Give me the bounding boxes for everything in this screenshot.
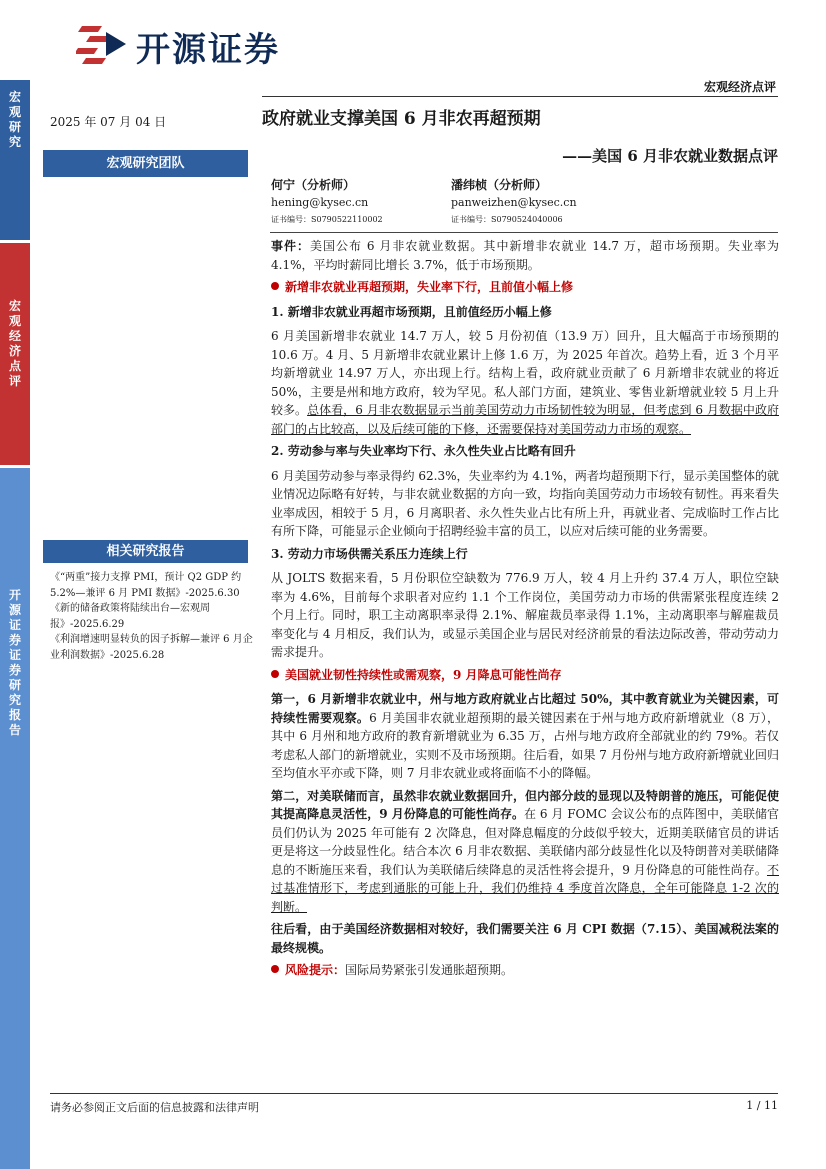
report-date: 2025 年 07 月 04 日: [50, 115, 167, 129]
company-logo-icon: [76, 22, 128, 68]
event-text: 美国公布 6 月非农就业数据。其中新增非农就业 14.7 万，超市场预期。失业率为 4.1%，平均时薪同比增长 3.7%，低于市场预期。: [271, 239, 779, 272]
sidebar-tab-macro-research: 宏观研究: [0, 80, 30, 240]
risk-label: 风险提示：: [285, 963, 346, 977]
body-paragraph: 从 JOLTS 数据来看，5 月份职位空缺数为 776.9 万人，较 4 月上升约 37.4 万人，职位空缺率为 4.6%，目前每个求职者对应约 1.1 个工作岗位，美国劳动力市场的供需紧张程度连续 2 个月上行。同时，职工主动离职率录得 2.1%、解雇裁员率录得 1.1%，主动离职率与解雇裁员率变化与 4 月相反，我们认为，或显示美国企业与居民对经济前景的看法边际改善，带动劳动力需求提升。: [271, 571, 779, 659]
sidebar-tab-report-type: 开源证券 证券研究报告: [0, 468, 30, 1169]
event-label: 事件：: [271, 239, 311, 253]
risk-paragraph: [271, 961, 779, 980]
company-logo-text: 开源证券: [136, 30, 280, 70]
analyst-email[interactable]: panweizhen@kysec.cn: [451, 196, 577, 209]
sidebar-tab-macro-comment: 宏观经济点评: [0, 243, 30, 465]
subsection-heading: 1. 新增非农就业再超市场预期，且前值经历小幅上修: [271, 304, 552, 319]
footer-disclaimer: 请务必参阅正文后面的信息披露和法律声明: [50, 1101, 259, 1114]
body-paragraph: 6 月美国劳动参与率录得约 62.3%，失业率约为 4.1%，两者均超预期下行，显示美国整体的就业情况边际略有好转，与非农就业数据的方向一致，均指向美国劳动力市场较有韧性。再来看失业率成因，相较于 5 月，6 月离职者、永久性失业占比有所上升，再就业者、完成临时工作占比有所下降，可能显示企业倾向于招聘经验丰富的员工，以应对后续可能的业务需要。: [271, 468, 779, 538]
report-subtitle: ——美国 6 月非农就业数据点评: [562, 147, 778, 165]
related-reports-label: 相关研究报告: [43, 540, 248, 563]
body-paragraph: 第二，对美联储而言，虽然非农就业数据回升，但内部分歧的显现以及特朗普的施压，可能促使其提高降息灵活性，9 月份降息的可能性尚存。在 6 月 FOMC 会议公布的点阵图中，美联储官员们仍认为 2025 年可能有 2 次降息，但对降息幅度的分歧似乎较大，近期美联储官员的讲话更是将这一分歧显性化。结合本次 6 月非农数据、美联储内部分歧显性化以及特朗普对美联储降息的不断施压来看，我们认为美联储后续降息的灵活性将会提升，9 月份降息的可能性尚存。不过基准情形下，考虑到通胀的可能上升，我们仍维持 4 季度首次降息，全年可能降息 1-2 次的判断。: [271, 788, 780, 914]
bullet-dot-icon: [271, 965, 279, 973]
analyst-name: 何宁（分析师）: [271, 178, 356, 192]
analyst-card: [271, 177, 383, 228]
analyst-name: 潘纬桢（分析师）: [451, 178, 548, 192]
body-paragraph: 6 月美国新增非农就业 14.7 万人，较 5 月份初值（13.9 万）回升，且大幅高于市场预期的 10.6 万。4 月、5 月新增非农就业累计上修 1.6 万，为 2025 年首次。趋势上看，近 3 个月平均新增就业 14.97 万人，亦出现上行。结构上看，政府就业贡献了 6 月新增非农就业的将近 50%，主要是州和地方政府，较为罕见。私人部门方面，建筑业、零售业新增就业较 5 月上升较多。总体看，6 月非农数据显示当前美国劳动力市场韧性较为明显，但考虑到 6 月数据中政府部门的占比较高，以及后续可能的下修，还需要保持对美国劳动力市场的观察。: [271, 329, 779, 436]
analyst-divider: [270, 232, 778, 233]
bullet-dot-icon: [271, 282, 279, 290]
outlook-paragraph: 往后看，由于美国经济数据相对较好，我们需要关注 6 月 CPI 数据（7.15）、美国减税法案的最终规模。: [271, 922, 779, 955]
analyst-cert: 证书编号：S0790524040006: [451, 215, 563, 224]
related-report-link[interactable]: 《“两重”接力支撑 PMI，预计 Q2 GDP 约 5.2%—兼评 6 月 PMI 数据》-2025.6.30: [50, 572, 242, 599]
risk-text: 国际局势紧张引发通胀超预期。: [345, 963, 514, 977]
subsection-heading: 2. 劳动参与率与失业率均下行、永久性失业占比略有回升: [271, 444, 576, 458]
page-number: 1 / 11: [746, 1099, 778, 1112]
report-title: 政府就业支撑美国 6 月非农再超预期: [262, 109, 541, 129]
bold-lead: 第一，6 月新增非农就业中，州与地方政府就业占比超过 50%，其中教育就业为关键因素，可持续性需要观察。: [271, 692, 779, 725]
report-body: [271, 237, 779, 984]
analyst-cert: 证书编号：S0790522110002: [271, 215, 383, 224]
team-label: 宏观研究团队: [43, 150, 248, 177]
related-report-link[interactable]: 《新的储备政策将陆续出台—宏观周报》-2025.6.29: [50, 603, 210, 630]
event-paragraph: [271, 237, 779, 274]
bold-lead: 第二，对美联储而言，虽然非农就业数据回升，但内部分歧的显现以及特朗普的施压，可能促使其提高降息灵活性，9 月份降息的可能性尚存。: [271, 788, 779, 821]
analyst-card: [451, 177, 577, 228]
header-divider: [262, 96, 778, 97]
analyst-email[interactable]: hening@kysec.cn: [271, 196, 369, 209]
underlined-conclusion: 总体看，6 月非农数据显示当前美国劳动力市场韧性较为明显，但考虑到 6 月数据中政府部门的占比较高，以及后续可能的下修，还需要保持对美国劳动力市场的观察。: [271, 403, 779, 436]
body-paragraph: 第一，6 月新增非农就业中，州与地方政府就业占比超过 50%，其中教育就业为关键因素，可持续性需要观察。6 月美国非农就业超预期的最关键因素在于州与地方政府新增就业（8 万），其中 6 月州和地方政府的教育新增就业为 6.35 万，占州与地方政府全部就业的约 79%。若仅考虑私人部门的新增就业，实则不及市场预期。往后看，如果 7 月份州与地方政府新增就业回归至均值水平亦或下降，则 7 月非农就业或将面临不小的降幅。: [271, 692, 779, 780]
underlined-conclusion: 不过基准情形下，考虑到通胀的可能上升，我们仍维持 4 季度首次降息，全年可能降息 1-2 次的判断。: [271, 862, 779, 914]
footer-divider: [50, 1093, 778, 1094]
report-category: 宏观经济点评: [703, 80, 776, 94]
bullet-dot-icon: [271, 670, 279, 678]
section-heading: 新增非农就业再超预期，失业率下行，且前值小幅上修: [271, 278, 779, 297]
section-heading: 美国就业韧性持续性或需观察，9 月降息可能性尚存: [271, 666, 779, 685]
related-report-link[interactable]: 《利润增速明显转负的因子拆解—兼评 6 月企业利润数据》-2025.6.28: [50, 634, 253, 661]
related-reports-list: [50, 570, 258, 663]
subsection-heading: 3. 劳动力市场供需关系压力连续上行: [271, 546, 468, 561]
